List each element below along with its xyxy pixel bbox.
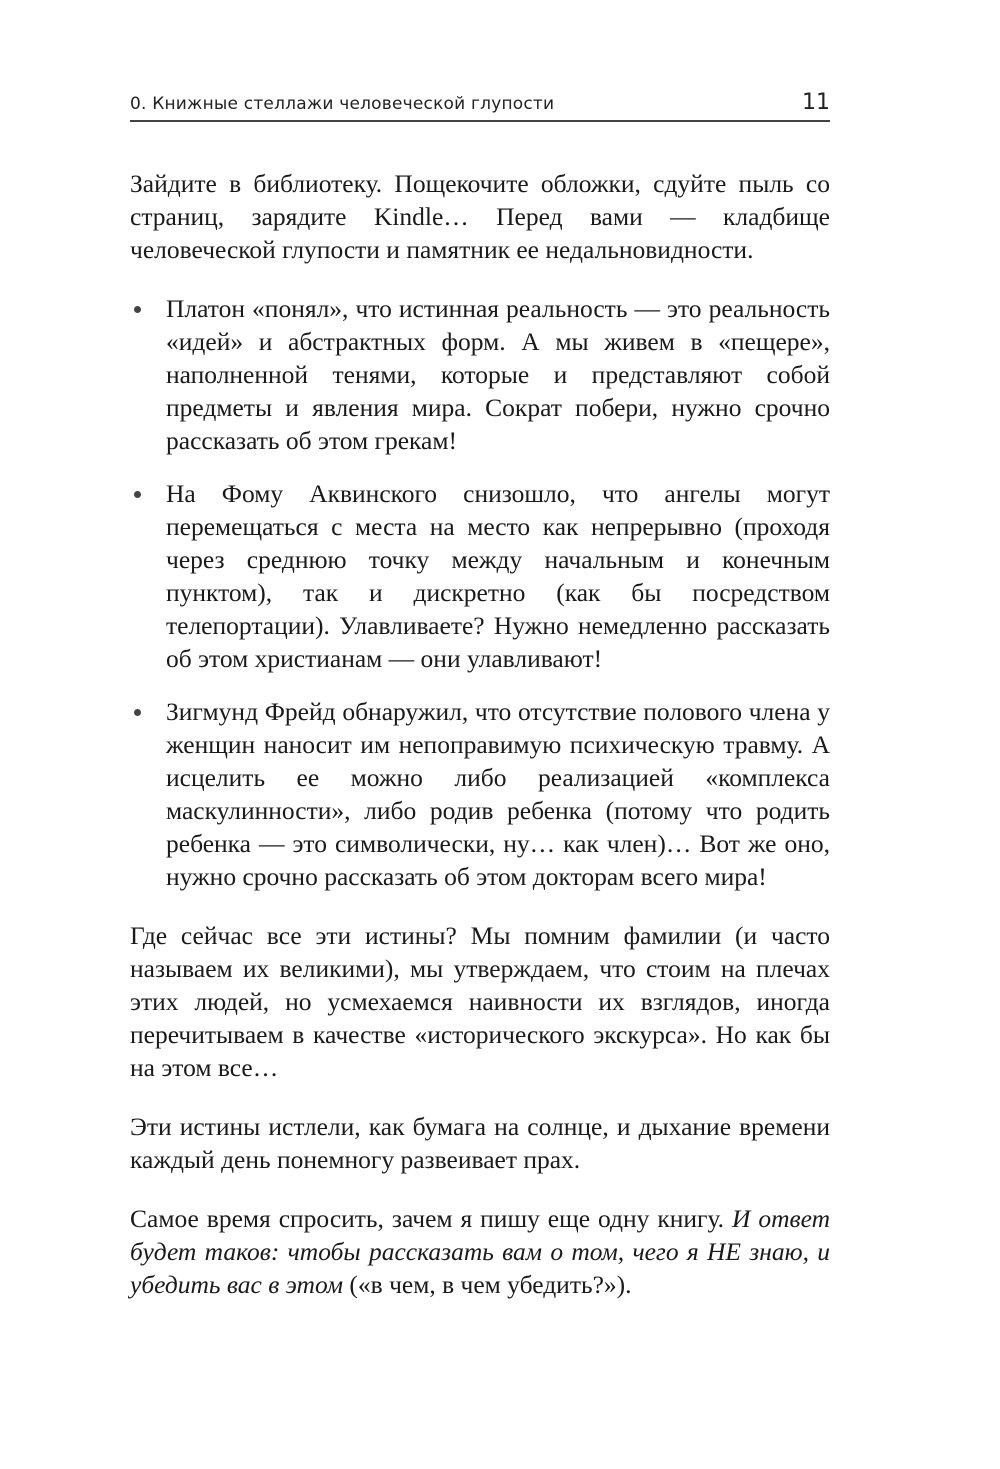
running-head — [130, 88, 830, 122]
closing-lead: Самое время спросить, зачем я пишу еще одну книгу. — [130, 1204, 732, 1233]
list-item-text: На Фому Аквинского снизошло, что ангелы могут перемещаться с места на место как непрерывно (проходя через среднюю точку между начальным и конечным пунктом), так и дискретно (как бы посредством телепортации). Улавливаете? Нужно немедленно рассказать об этом христианам — они улавливают! — [166, 479, 830, 673]
closing-italic: И ответ будет таков: чтобы рассказать вам о том, чего я НЕ знаю, и убедить вас в этом — [130, 1204, 830, 1299]
list-item — [130, 695, 830, 893]
chapter-title: 0. Книжные стеллажи человеческой глупости — [130, 94, 555, 114]
list-item — [130, 477, 830, 675]
bullet-icon — [134, 709, 141, 716]
closing-tail: («в чем, в чем убедить?»). — [343, 1270, 632, 1299]
closing-paragraph — [130, 1202, 830, 1301]
bullet-icon — [134, 491, 141, 498]
decay-paragraph: Эти истины истлели, как бумага на солнце, и дыхание времени каждый день понемногу развеивает прах. — [130, 1112, 830, 1174]
list-item — [130, 292, 830, 457]
list-item-text: Зигмунд Фрейд обнаружил, что отсутствие полового члена у женщин наносит им непоправимую психическую травму. А исцелить ее можно либо реализацией «комплекса маскулинности», либо родив ребенка (потому что родить ребенка — это символически, ну… как член)… Вот же оно, нужно срочно рассказать об этом докторам всего мира! — [166, 697, 830, 891]
bullet-icon — [134, 306, 141, 313]
page-body — [130, 167, 830, 1301]
bullet-list — [130, 292, 830, 893]
intro-paragraph: Зайдите в библиотеку. Пощекочите обложки, сдуйте пыль со страниц, зарядите Kindle… Перед вами — кладбище человеческой глупости и памятник ее недальновидности. — [130, 169, 830, 264]
truths-paragraph: Где сейчас все эти истины? Мы помним фамилии (и часто называем их великими), мы утверждаем, что стоим на плечах этих людей, но усмехаемся наивности их взглядов, иногда перечитываем в качестве «исторического экскурса». Но как бы на этом все… — [130, 921, 830, 1082]
page-number: 11 — [802, 90, 830, 115]
list-item-text: Платон «понял», что истинная реальность — это реальность «идей» и абстрактных форм. А мы живем в «пещере», наполненной тенями, которые и представляют собой предметы и явления мира. Сократ побери, нужно срочно рассказать об этом грекам! — [166, 294, 830, 455]
book-page — [130, 0, 830, 1469]
